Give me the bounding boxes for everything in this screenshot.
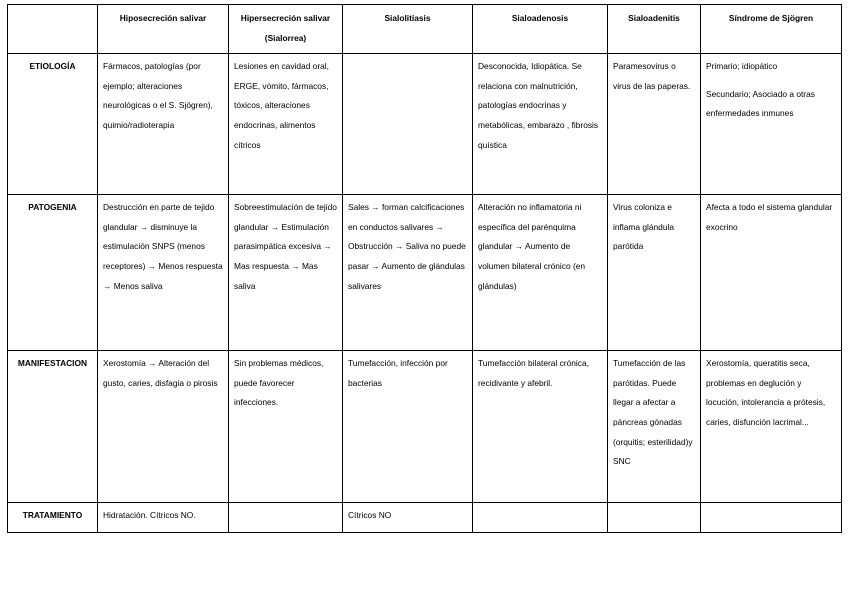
sjogren-primario: Primario; idiopático <box>706 61 778 72</box>
cell-etiologia-sialoadenitis: Paramesovirus o virus de las paperas. <box>608 54 701 195</box>
cell-tratamiento-sialolitiasis: Cítricos NO <box>343 503 473 533</box>
row-manifestacion <box>8 351 842 503</box>
cell-manifestacion-sialoadenosis: Tumefacción bilateral crónica, recidivante y afebril. <box>473 351 608 503</box>
cell-etiologia-hiposecrecion: Fármacos, patologías (por ejemplo; alteraciones neurológicas o el S. Sjögren), quimio/radioterapia <box>98 54 229 195</box>
row-label-manifestacion: MANIFESTACION <box>8 351 98 503</box>
row-label-etiologia: ETIOLOGÍA <box>8 54 98 195</box>
header-corner <box>8 5 98 54</box>
cell-patogenia-sjogren: Afecta a todo el sistema glandular exocrino <box>701 195 842 351</box>
header-hipersecrecion <box>229 5 343 54</box>
header-sialoadenitis: Sialoadenitis <box>608 5 701 54</box>
cell-manifestacion-hiposecrecion: Xerostomía → Alteración del gusto, caries, disfagia o pirosis <box>98 351 229 503</box>
cell-tratamiento-sialoadenitis <box>608 503 701 533</box>
cell-manifestacion-hipersecrecion: Sin problemas médicos, puede favorecer infecciones. <box>229 351 343 503</box>
header-sialoadenosis: Sialoadenosis <box>473 5 608 54</box>
cell-etiologia-sialoadenosis: Desconocida, Idiopática. Se relaciona con malnutrición, patologías endocrinas y metabólicas, embarazo , fibrosis quística <box>473 54 608 195</box>
paragraph-gap <box>706 77 836 85</box>
cell-patogenia-hiposecrecion: Destrucción en parte de tejido glandular → disminuye la estimulación SNPS (menos receptores) → Menos respuesta → Menos saliva <box>98 195 229 351</box>
cell-etiologia-sialolitiasis <box>343 54 473 195</box>
cell-patogenia-hipersecrecion: Sobreestimulación de tejido glandular → Estimulación parasimpática excesiva → Mas respuesta → Mas saliva <box>229 195 343 351</box>
cell-etiologia-hipersecrecion: Lesiones en cavidad oral, ERGE, vómito, fármacos, tóxicos, alteraciones endocrinas, alimentos cítricos <box>229 54 343 195</box>
row-etiologia <box>8 54 842 195</box>
cell-manifestacion-sjogren: Xerostomía, queratitis seca, problemas en deglución y locución, intolerancia a prótesis, caries, disfunción lacrimal... <box>701 351 842 503</box>
comparison-table <box>7 4 842 533</box>
row-patogenia <box>8 195 842 351</box>
header-sialolitiasis: Sialolitiasis <box>343 5 473 54</box>
row-label-tratamiento: TRATAMIENTO <box>8 503 98 533</box>
header-row <box>8 5 842 54</box>
row-label-patogenia: PATOGENIA <box>8 195 98 351</box>
cell-tratamiento-sjogren <box>701 503 842 533</box>
sjogren-secundario: Secundario; Asociado a otras enfermedades inmunes <box>706 88 815 119</box>
row-tratamiento <box>8 503 842 533</box>
cell-tratamiento-sialoadenosis <box>473 503 608 533</box>
cell-manifestacion-sialoadenitis: Tumefacción de las parótidas. Puede llegar a afectar a páncreas gónadas (orquitis; esterilidad)y SNC <box>608 351 701 503</box>
cell-etiologia-sjogren <box>701 54 842 195</box>
header-hipersecrecion-title: Hipersecreción salivar <box>240 13 331 23</box>
cell-patogenia-sialoadenosis: Alteración no inflamatoria ni específica del parénquima glandular → Aumento de volumen bilateral crónico (en glándulas) <box>473 195 608 351</box>
header-hipersecrecion-sub: (Sialorrea) <box>264 32 307 43</box>
header-hiposecrecion: Hiposecreción salivar <box>98 5 229 54</box>
cell-tratamiento-hipersecrecion <box>229 503 343 533</box>
header-sjogren: Síndrome de Sjögren <box>701 5 842 54</box>
cell-patogenia-sialoadenitis: Virus coloniza e inflama glándula parótida <box>608 195 701 351</box>
cell-patogenia-sialolitiasis: Sales → forman calcificaciones en conductos salivares → Obstrucción → Saliva no puede pasar → Aumento de glándulas salivares <box>343 195 473 351</box>
cell-manifestacion-sialolitiasis: Tumefacción, infección por bacterias <box>343 351 473 503</box>
cell-tratamiento-hiposecrecion: Hidratación. Cítricos NO. <box>98 503 229 533</box>
